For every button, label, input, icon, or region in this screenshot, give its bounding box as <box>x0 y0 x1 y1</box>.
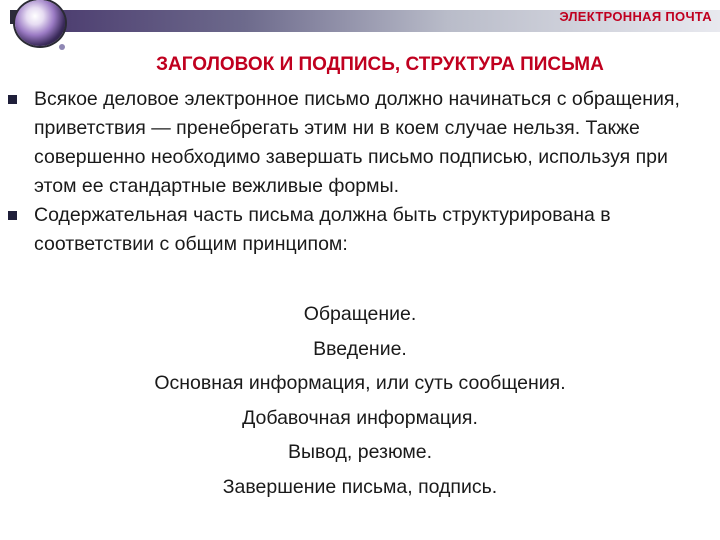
bullet-square-icon <box>8 211 17 220</box>
bullet-list <box>8 85 708 259</box>
header-title: ЭЛЕКТРОННАЯ ПОЧТА <box>559 9 712 24</box>
bullet-item <box>8 201 708 259</box>
bullet-text: Содержательная часть письма должна быть структурирована в соответствии с общим принципом: <box>34 204 611 255</box>
bullet-item <box>8 85 708 201</box>
structure-item: Введение. <box>313 337 407 360</box>
slide-title: ЗАГОЛОВОК И ПОДПИСЬ, СТРУКТУРА ПИСЬМА <box>156 54 604 75</box>
structure-item: Завершение письма, подпись. <box>222 475 498 498</box>
orb-dot-icon <box>59 44 65 50</box>
structure-list <box>0 297 720 504</box>
structure-item: Вывод, резюме. <box>287 441 433 463</box>
structure-item: Добавочная информация. <box>242 406 478 429</box>
bullet-square-icon <box>8 95 17 104</box>
structure-item: Основная информация, или суть сообщения. <box>154 372 566 394</box>
structure-item: Обращение. <box>303 303 417 325</box>
bullet-text: Всякое деловое электронное письмо должно начинаться с обращения, приветствия — пренебрегать этим ни в коем случае нельзя. Также совершенно необходимо завершать письмо подписью, используя при этом ее стандартные вежливые формы. <box>34 88 680 197</box>
orb-logo-icon <box>15 0 65 46</box>
